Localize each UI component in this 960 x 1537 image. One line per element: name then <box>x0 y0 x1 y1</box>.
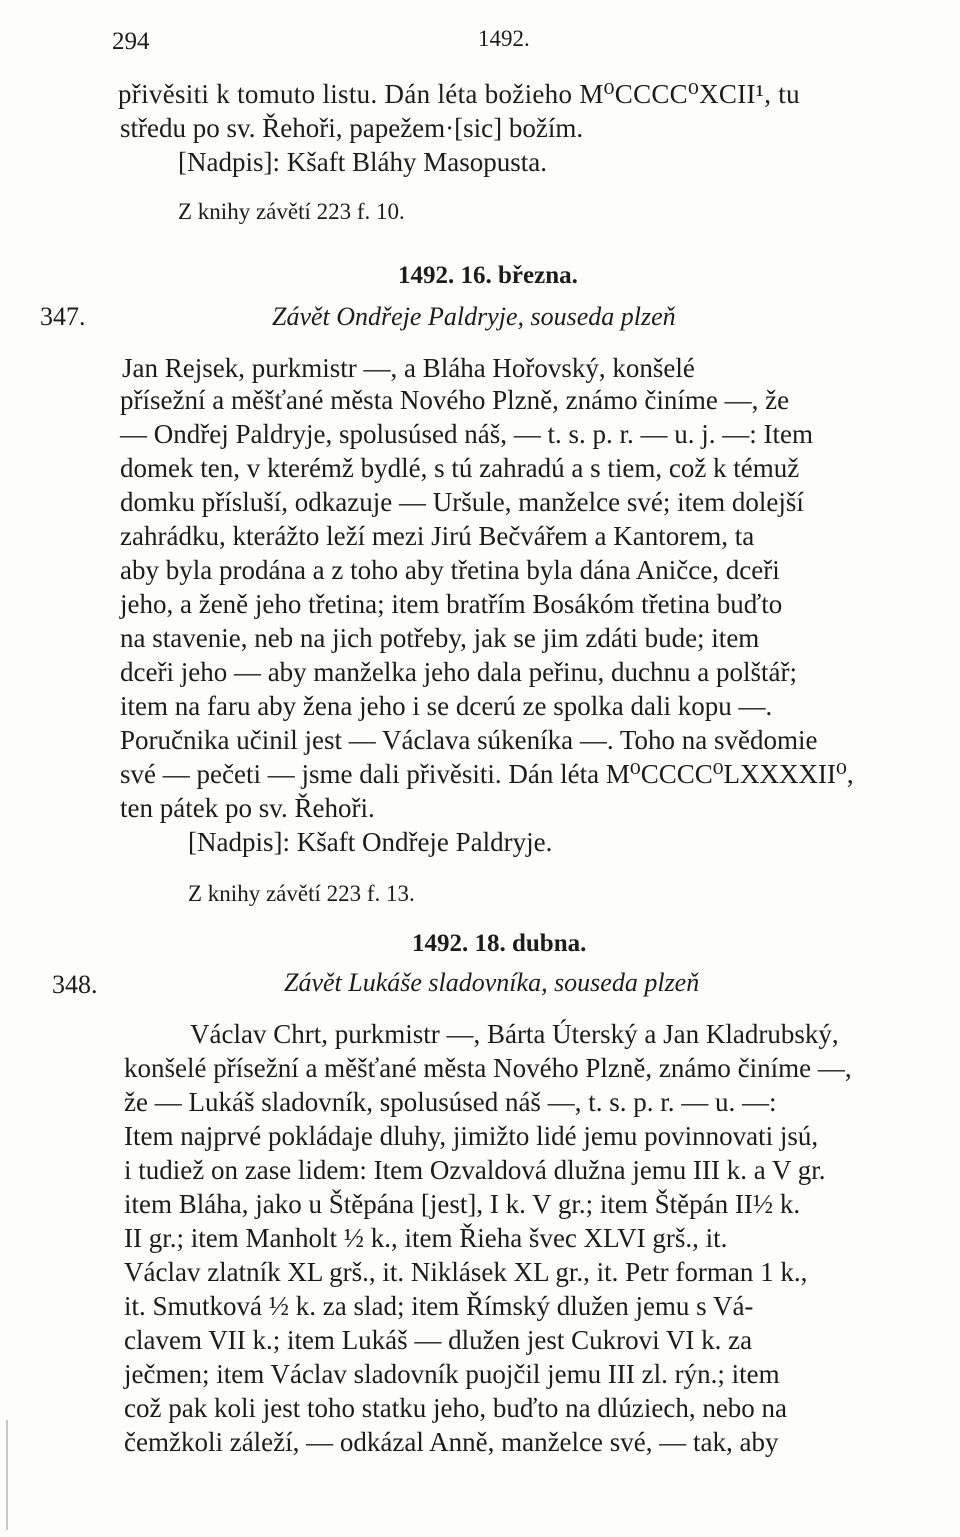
running-head: 1492. <box>478 26 530 51</box>
scan-edge-mark <box>6 1420 8 1530</box>
text-line: i tudiež on zase lidem: Item Ozvaldová dlužna jemu III k. a V gr. <box>124 1155 826 1185</box>
text-line: přivěsiti k tomuto listu. Dán léta božieho M⁰CCCC⁰XCII¹, tu <box>118 79 800 109</box>
text-line: což pak koli jest toho statku jeho, buďto na dlúziech, nebo na <box>124 1393 788 1423</box>
text-line: konšelé přísežní a měšťané města Nového Plzně, známo činíme —, <box>124 1053 852 1083</box>
text-line: že — Lukáš sladovník, spolusúsed náš —, t. s. p. r. — u. —: <box>124 1087 777 1117</box>
entry-date: 1492. 18. dubna. <box>412 930 587 957</box>
text-line: ječmen; item Václav sladovník puojčil jemu III zl. rýn.; item <box>124 1359 780 1389</box>
text-line: item na faru aby žena jeho i se dcerú ze spolka dali kopu —. <box>120 691 773 721</box>
source-reference: Z knihy závětí 223 f. 13. <box>188 881 415 906</box>
text-line: Poručnika učinil jest — Václava súkeníka —. Toho na svědomie <box>120 725 818 755</box>
text-line: aby byla prodána a z toho aby třetina byla dána Aničce, dceři <box>120 555 780 585</box>
text-line: ten pátek po sv. Řehoři. <box>120 793 375 823</box>
text-line: Václav Chrt, purkmistr —, Bárta Úterský a Jan Kladrubský, <box>190 1019 839 1049</box>
text-line: středu po sv. Řehoři, papežem·[sic] božím. <box>120 113 584 143</box>
text-line: své — pečeti — jsme dali přivěsiti. Dán léta M⁰CCCC⁰LXXXXII⁰, <box>120 759 854 789</box>
entry-number: 348. <box>52 970 98 999</box>
text-line: domek ten, v kterémž bydlé, s tú zahradú a s tiem, což k témuž <box>120 453 800 483</box>
text-line: čemžkoli záleží, — odkázal Anně, manželce své, — tak, aby <box>124 1427 779 1457</box>
text-line: Item najprvé pokládaje dluhy, jimižto lidé jemu povinnovati jsú, <box>124 1121 819 1151</box>
text-line: — Ondřej Paldryje, spolusúsed náš, — t. s. p. r. — u. j. —: Item <box>120 419 813 449</box>
text-line: jeho, a ženě jeho třetina; item bratřím Bosákóm třetina buďto <box>120 589 783 619</box>
text-line: dceři jeho — aby manželka jeho dala peřinu, duchnu a polštář; <box>120 657 798 687</box>
text-line: [Nadpis]: Kšaft Ondřeje Paldryje. <box>188 827 553 857</box>
text-line: Jan Rejsek, purkmistr —, a Bláha Hořovský, konšelé <box>122 353 695 383</box>
text-line: clavem VII k.; item Lukáš — dlužen jest Cukrovi VI k. za <box>124 1325 753 1355</box>
page-number: 294 <box>112 28 150 55</box>
text-line: zahrádku, kterážto leží mezi Jirú Bečvářem a Kantorem, ta <box>120 521 755 551</box>
text-line: [Nadpis]: Kšaft Bláhy Masopusta. <box>178 147 547 177</box>
text-line: it. Smutková ½ k. za slad; item Římský dlužen jemu s Vá- <box>124 1291 754 1321</box>
text-line: přísežní a měšťané města Nového Plzně, známo činíme —, že <box>120 385 790 415</box>
entry-date: 1492. 16. března. <box>398 262 578 289</box>
text-line: domku přísluší, odkazuje — Uršule, manželce své; item dolejší <box>120 487 804 517</box>
text-line: na stavenie, neb na jich potřeby, jak se jim zdáti bude; item <box>120 623 760 653</box>
entry-title: Závět Ondřeje Paldryje, souseda plzeň <box>272 302 676 331</box>
text-line: item Bláha, jako u Štěpána [jest], I k. V gr.; item Štěpán II½ k. <box>124 1189 801 1219</box>
entry-title: Závět Lukáše sladovníka, souseda plzeň <box>284 968 700 997</box>
source-reference: Z knihy závětí 223 f. 10. <box>178 199 405 224</box>
entry-number: 347. <box>40 302 86 331</box>
text-line: Václav zlatník XL grš., it. Niklásek XL gr., it. Petr forman 1 k., <box>124 1257 808 1287</box>
text-line: II gr.; item Manholt ½ k., item Řieha švec XLVI grš., it. <box>124 1223 728 1253</box>
